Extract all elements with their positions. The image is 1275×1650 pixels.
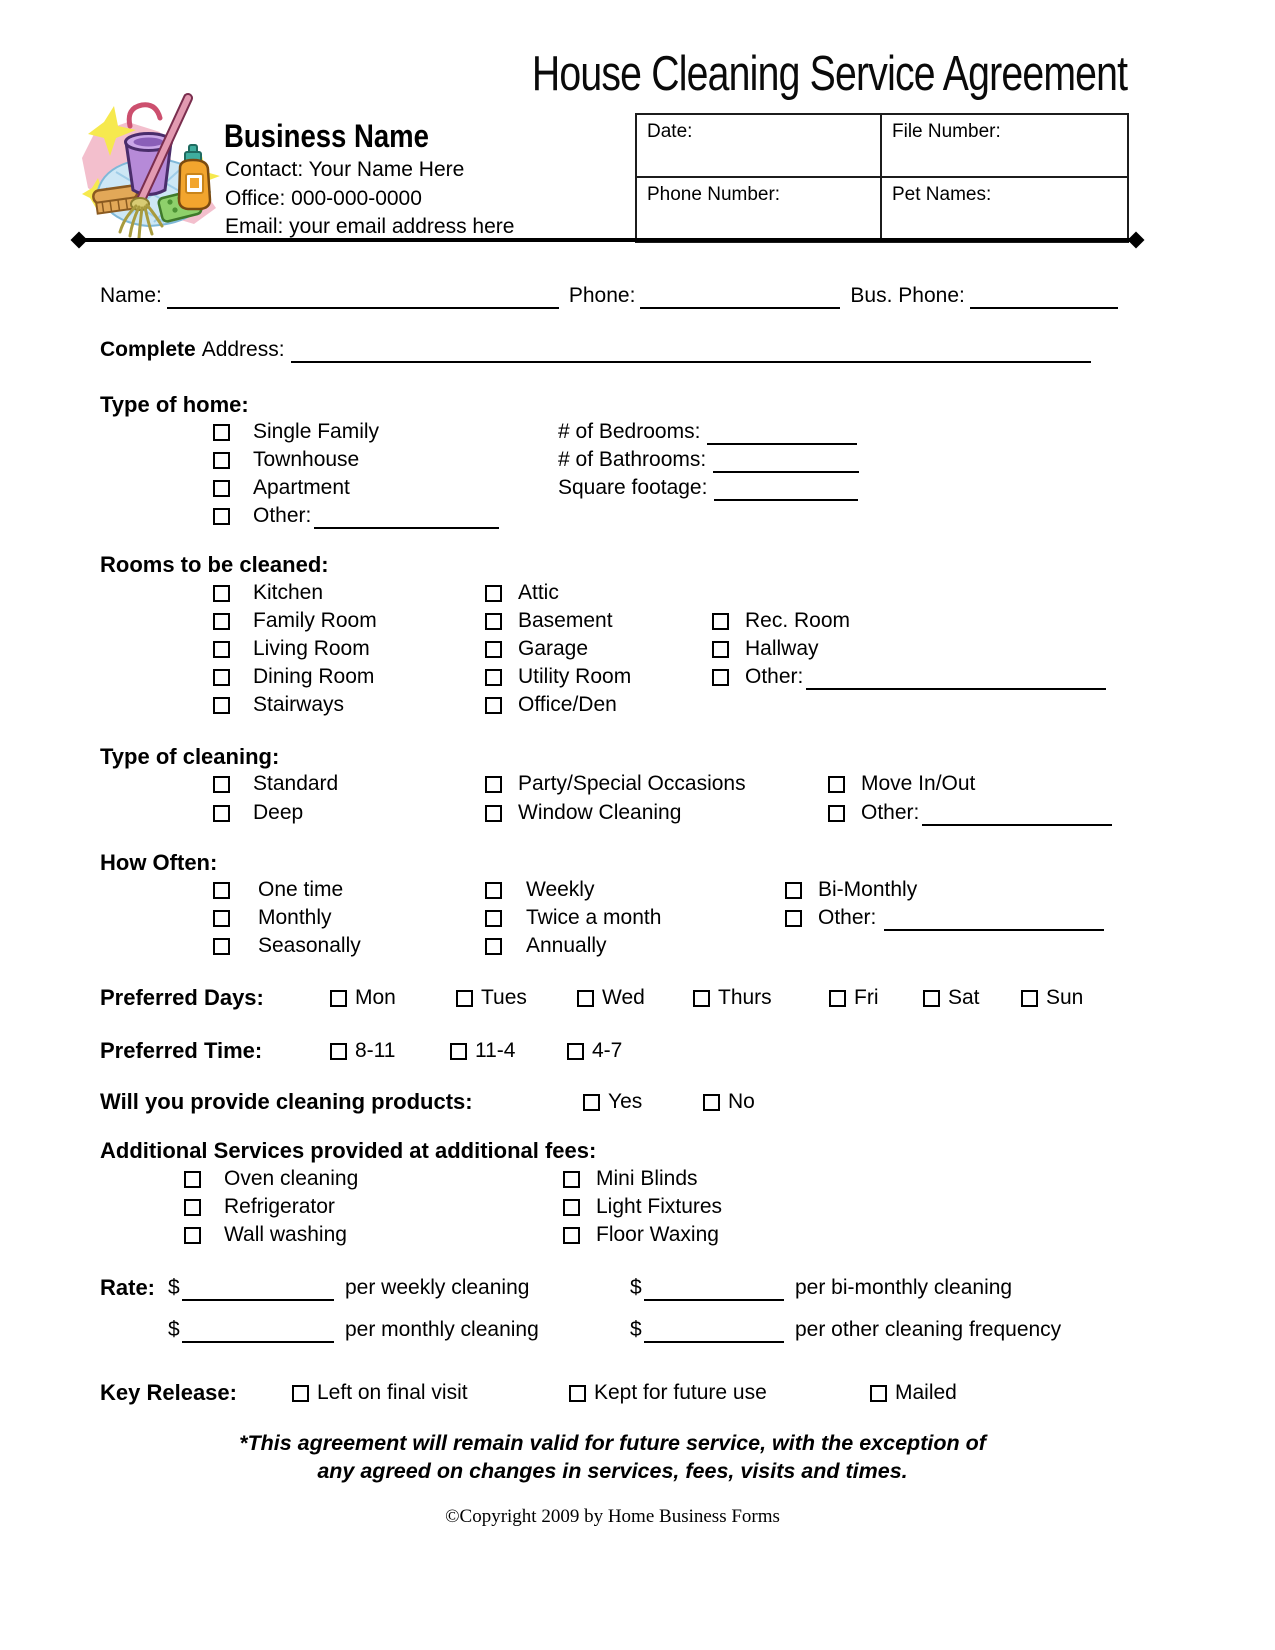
- how-often-other-label: Other:: [818, 906, 877, 929]
- rate-bimonthly-dollar: $: [630, 1276, 642, 1299]
- square-footage-row: [558, 475, 858, 501]
- utility-room-checkbox[interactable]: [485, 669, 502, 686]
- party-special-occasions-label: Party/Special Occasions: [518, 772, 746, 795]
- move-in-out-label: Move In/Out: [861, 772, 976, 795]
- weekly-checkbox[interactable]: [485, 882, 502, 899]
- rate-row-2: [100, 1317, 1275, 1343]
- phone-number-field-cell[interactable]: [637, 178, 882, 241]
- sun-checkbox[interactable]: [1021, 990, 1038, 1007]
- apartment-option: [213, 475, 350, 501]
- twice-a-month-option: [485, 905, 661, 931]
- type-of-home-heading: Type of home:: [100, 392, 249, 417]
- one-time-label: One time: [258, 878, 344, 901]
- business-name: Business Name: [224, 118, 429, 154]
- standard-option: [213, 771, 338, 797]
- wed-option: [577, 985, 645, 1011]
- townhouse-checkbox[interactable]: [213, 452, 230, 469]
- light-fixtures-checkbox[interactable]: [563, 1199, 580, 1216]
- time-4-7-label: 4-7: [592, 1039, 623, 1062]
- mini-blinds-label: Mini Blinds: [596, 1167, 698, 1190]
- living-room-option: [213, 636, 370, 662]
- attic-label: Attic: [518, 581, 559, 604]
- bus-phone-label: Bus. Phone:: [850, 284, 965, 307]
- window-cleaning-label: Window Cleaning: [518, 801, 682, 824]
- kitchen-option: [213, 580, 323, 606]
- rate-monthly-label: per monthly cleaning: [345, 1318, 539, 1341]
- wall-washing-checkbox[interactable]: [184, 1227, 201, 1244]
- left-on-final-visit-checkbox[interactable]: [292, 1385, 309, 1402]
- garage-checkbox[interactable]: [485, 641, 502, 658]
- wed-label: Wed: [602, 986, 645, 1009]
- deep-checkbox[interactable]: [213, 805, 230, 822]
- wed-checkbox[interactable]: [577, 990, 594, 1007]
- window-cleaning-option: [485, 800, 681, 826]
- rooms-other-option: [712, 664, 1106, 690]
- refrigerator-checkbox[interactable]: [184, 1199, 201, 1216]
- left-on-final-visit-label: Left on final visit: [317, 1381, 468, 1404]
- standard-checkbox[interactable]: [213, 776, 230, 793]
- thurs-label: Thurs: [718, 986, 772, 1009]
- move-in-out-checkbox[interactable]: [828, 776, 845, 793]
- seasonally-option: [213, 933, 361, 959]
- apartment-label: Apartment: [253, 476, 350, 499]
- sun-option: [1021, 985, 1083, 1011]
- mailed-label: Mailed: [895, 1381, 957, 1404]
- bedrooms-label: # of Bedrooms:: [558, 420, 701, 443]
- rooms-other-checkbox[interactable]: [712, 669, 729, 686]
- standard-label: Standard: [253, 772, 339, 795]
- family-room-option: [213, 608, 377, 634]
- attic-option: [485, 580, 559, 606]
- family-room-checkbox[interactable]: [213, 613, 230, 630]
- sat-label: Sat: [948, 986, 980, 1009]
- light-fixtures-label: Light Fixtures: [596, 1195, 723, 1218]
- tues-checkbox[interactable]: [456, 990, 473, 1007]
- refrigerator-label: Refrigerator: [224, 1195, 335, 1218]
- kept-for-future-use-checkbox[interactable]: [569, 1385, 586, 1402]
- oven-cleaning-checkbox[interactable]: [184, 1171, 201, 1188]
- hallway-checkbox[interactable]: [712, 641, 729, 658]
- wall-washing-label: Wall washing: [224, 1223, 347, 1246]
- detergent-bottle: [179, 145, 210, 209]
- monthly-label: Monthly: [258, 906, 332, 929]
- mini-blinds-option: [563, 1166, 698, 1192]
- page-title: House Cleaning Service Agreement: [531, 47, 1127, 101]
- rate-weekly-blank[interactable]: [182, 1275, 334, 1301]
- rate-bimonthly-blank[interactable]: [644, 1275, 784, 1301]
- cleaning-supplies-clipart: [76, 92, 228, 242]
- monthly-option: [213, 905, 332, 931]
- basement-label: Basement: [518, 609, 613, 632]
- mailed-option: [870, 1380, 957, 1406]
- name-blank[interactable]: [167, 283, 559, 309]
- living-room-label: Living Room: [253, 637, 370, 660]
- office-den-label: Office/Den: [518, 693, 617, 716]
- file-number-label: File Number:: [892, 121, 1001, 142]
- kept-for-future-use-option: [569, 1380, 767, 1406]
- rate-monthly-dollar: $: [168, 1318, 180, 1341]
- rate-other-label: per other cleaning frequency: [795, 1318, 1062, 1341]
- preferred-days-label: Preferred Days:: [100, 985, 264, 1010]
- cleaning-other-label: Other:: [861, 801, 920, 824]
- bedrooms-blank[interactable]: [707, 420, 857, 445]
- square-footage-label: Square footage:: [558, 476, 708, 499]
- key-release-row: [100, 1380, 1275, 1406]
- sat-checkbox[interactable]: [923, 990, 940, 1007]
- twice-a-month-checkbox[interactable]: [485, 910, 502, 927]
- mon-checkbox[interactable]: [330, 990, 347, 1007]
- refrigerator-option: [184, 1194, 335, 1220]
- home-other-blank[interactable]: [314, 504, 499, 529]
- square-footage-blank[interactable]: [714, 476, 858, 501]
- header-divider: [80, 238, 1135, 242]
- business-contact: Contact: Your Name Here: [225, 158, 465, 181]
- rec-room-label: Rec. Room: [745, 609, 851, 632]
- mini-blinds-checkbox[interactable]: [563, 1171, 580, 1188]
- hallway-option: [712, 636, 819, 662]
- dining-room-label: Dining Room: [253, 665, 375, 688]
- how-often-heading: How Often:: [100, 850, 218, 875]
- rooms-other-label: Other:: [745, 665, 804, 688]
- townhouse-label: Townhouse: [253, 448, 360, 471]
- seasonally-label: Seasonally: [258, 934, 361, 957]
- kitchen-checkbox[interactable]: [213, 585, 230, 602]
- address-row: [100, 337, 1091, 363]
- cleaning-other-option: [828, 800, 1112, 826]
- deep-label: Deep: [253, 801, 304, 824]
- rate-row-1: [100, 1275, 1275, 1301]
- bathrooms-row: [558, 447, 859, 473]
- kept-for-future-use-label: Kept for future use: [594, 1381, 767, 1404]
- oven-cleaning-label: Oven cleaning: [224, 1167, 359, 1190]
- rate-weekly-label: per weekly cleaning: [345, 1276, 530, 1299]
- hallway-label: Hallway: [745, 637, 819, 660]
- stairways-checkbox[interactable]: [213, 697, 230, 714]
- file-number-field-cell[interactable]: [882, 115, 1127, 178]
- key-release-label: Key Release:: [100, 1380, 237, 1405]
- townhouse-option: [213, 447, 359, 473]
- mailed-checkbox[interactable]: [870, 1385, 887, 1402]
- rate-other-blank[interactable]: [644, 1317, 784, 1343]
- light-fixtures-option: [563, 1194, 722, 1220]
- utility-room-option: [485, 664, 631, 690]
- bathrooms-blank[interactable]: [713, 448, 859, 473]
- business-office: Office: 000-000-0000: [225, 187, 422, 210]
- time-11-4-option: [450, 1038, 515, 1064]
- products-no-option: [703, 1089, 755, 1115]
- basement-option: [485, 608, 613, 634]
- products-yes-option: [583, 1089, 642, 1115]
- time-8-11-checkbox[interactable]: [330, 1043, 347, 1060]
- floor-waxing-option: [563, 1222, 719, 1248]
- rate-label: Rate:: [100, 1275, 156, 1300]
- how-often-other-blank[interactable]: [884, 906, 1104, 931]
- basement-checkbox[interactable]: [485, 613, 502, 630]
- party-special-occasions-checkbox[interactable]: [485, 776, 502, 793]
- time-8-11-option: [330, 1038, 395, 1064]
- one-time-option: [213, 877, 343, 903]
- business-email: Email: your email address here: [225, 215, 515, 238]
- cleaning-other-blank[interactable]: [922, 801, 1112, 826]
- bi-monthly-label: Bi-Monthly: [818, 878, 918, 901]
- utility-room-label: Utility Room: [518, 665, 632, 688]
- single-family-option: [213, 419, 379, 445]
- office-den-checkbox[interactable]: [485, 697, 502, 714]
- rate-monthly-blank[interactable]: [182, 1317, 334, 1343]
- kitchen-label: Kitchen: [253, 581, 324, 604]
- tues-label: Tues: [481, 986, 527, 1009]
- tues-option: [456, 985, 527, 1011]
- thurs-checkbox[interactable]: [693, 990, 710, 1007]
- time-11-4-checkbox[interactable]: [450, 1043, 467, 1060]
- address-blank[interactable]: [291, 337, 1091, 363]
- party-option: [485, 771, 746, 797]
- bus-phone-blank[interactable]: [970, 283, 1118, 309]
- one-time-checkbox[interactable]: [213, 882, 230, 899]
- attic-checkbox[interactable]: [485, 585, 502, 602]
- home-other-label: Other:: [253, 504, 312, 527]
- weekly-label: Weekly: [526, 878, 595, 901]
- rate-bimonthly-label: per bi-monthly cleaning: [795, 1276, 1013, 1299]
- floor-waxing-checkbox[interactable]: [563, 1227, 580, 1244]
- single-family-checkbox[interactable]: [213, 424, 230, 441]
- family-room-label: Family Room: [253, 609, 377, 632]
- left-on-final-visit-option: [292, 1380, 468, 1406]
- copyright-line: ©Copyright 2009 by Home Business Forms: [445, 1506, 780, 1527]
- preferred-days-row: [100, 985, 1275, 1011]
- deep-option: [213, 800, 303, 826]
- time-11-4-label: 11-4: [475, 1039, 516, 1062]
- pet-names-label: Pet Names:: [892, 184, 992, 205]
- mon-option: [330, 985, 396, 1011]
- products-yes-checkbox[interactable]: [583, 1094, 600, 1111]
- how-often-other-checkbox[interactable]: [785, 910, 802, 927]
- agreement-note-line1: *This agreement will remain valid for future service, with the exception of: [239, 1431, 986, 1455]
- apartment-checkbox[interactable]: [213, 480, 230, 497]
- rooms-heading: Rooms to be cleaned:: [100, 552, 329, 577]
- seasonally-checkbox[interactable]: [213, 938, 230, 955]
- annually-checkbox[interactable]: [485, 938, 502, 955]
- thurs-option: [693, 985, 772, 1011]
- single-family-label: Single Family: [253, 420, 380, 443]
- preferred-time-label: Preferred Time:: [100, 1038, 263, 1063]
- time-8-11-label: 8-11: [355, 1039, 396, 1062]
- garage-option: [485, 636, 588, 662]
- products-no-label: No: [728, 1090, 755, 1113]
- phone-number-label: Phone Number:: [647, 184, 781, 205]
- how-often-other-option: [785, 905, 1104, 931]
- fri-checkbox[interactable]: [829, 990, 846, 1007]
- time-4-7-option: [567, 1038, 622, 1064]
- home-other-checkbox[interactable]: [213, 508, 230, 525]
- dining-room-checkbox[interactable]: [213, 669, 230, 686]
- phone-label: Phone:: [568, 284, 636, 307]
- weekly-option: [485, 877, 594, 903]
- rec-room-option: [712, 608, 850, 634]
- phone-blank[interactable]: [640, 283, 840, 309]
- name-label: Name:: [100, 284, 162, 307]
- products-no-checkbox[interactable]: [703, 1094, 720, 1111]
- bi-monthly-option: [785, 877, 917, 903]
- date-field-cell[interactable]: [637, 115, 882, 178]
- rooms-other-blank[interactable]: [806, 665, 1106, 690]
- date-label: Date:: [647, 121, 693, 142]
- oven-cleaning-option: [184, 1166, 358, 1192]
- fri-option: [829, 985, 879, 1011]
- fri-label: Fri: [854, 986, 879, 1009]
- rec-room-checkbox[interactable]: [712, 613, 729, 630]
- stairways-label: Stairways: [253, 693, 345, 716]
- pet-names-field-cell[interactable]: [882, 178, 1127, 241]
- cleaning-other-checkbox[interactable]: [828, 805, 845, 822]
- cleaning-products-label: Will you provide cleaning products:: [100, 1089, 473, 1114]
- agreement-note-line2: any agreed on changes in services, fees, visits and times.: [317, 1459, 908, 1483]
- mon-label: Mon: [355, 986, 396, 1009]
- floor-waxing-label: Floor Waxing: [596, 1223, 719, 1246]
- wall-washing-option: [184, 1222, 347, 1248]
- bathrooms-label: # of Bathrooms:: [558, 448, 707, 471]
- complete-label: Complete: [100, 338, 196, 361]
- products-yes-label: Yes: [608, 1090, 643, 1113]
- dining-room-option: [213, 664, 374, 690]
- sat-option: [923, 985, 980, 1011]
- preferred-time-row: [100, 1038, 1275, 1064]
- rate-other-dollar: $: [630, 1318, 642, 1341]
- home-other-option: [213, 503, 499, 529]
- time-4-7-checkbox[interactable]: [567, 1043, 584, 1060]
- monthly-checkbox[interactable]: [213, 910, 230, 927]
- info-table: [635, 113, 1129, 243]
- garage-label: Garage: [518, 637, 589, 660]
- bi-monthly-checkbox[interactable]: [785, 882, 802, 899]
- window-cleaning-checkbox[interactable]: [485, 805, 502, 822]
- move-in-out-option: [828, 771, 975, 797]
- cleaning-products-row: [100, 1089, 1275, 1115]
- rate-weekly-dollar: $: [168, 1276, 180, 1299]
- twice-a-month-label: Twice a month: [526, 906, 662, 929]
- annually-label: Annually: [526, 934, 607, 957]
- stairways-option: [213, 692, 344, 718]
- annually-option: [485, 933, 607, 959]
- sun-label: Sun: [1046, 986, 1084, 1009]
- bedrooms-row: [558, 419, 857, 445]
- address-label: Address:: [201, 338, 285, 361]
- type-of-cleaning-heading: Type of cleaning:: [100, 744, 280, 769]
- office-den-option: [485, 692, 617, 718]
- name-phone-row: [100, 283, 1118, 309]
- additional-services-heading: Additional Services provided at additional fees:: [100, 1138, 597, 1163]
- living-room-checkbox[interactable]: [213, 641, 230, 658]
